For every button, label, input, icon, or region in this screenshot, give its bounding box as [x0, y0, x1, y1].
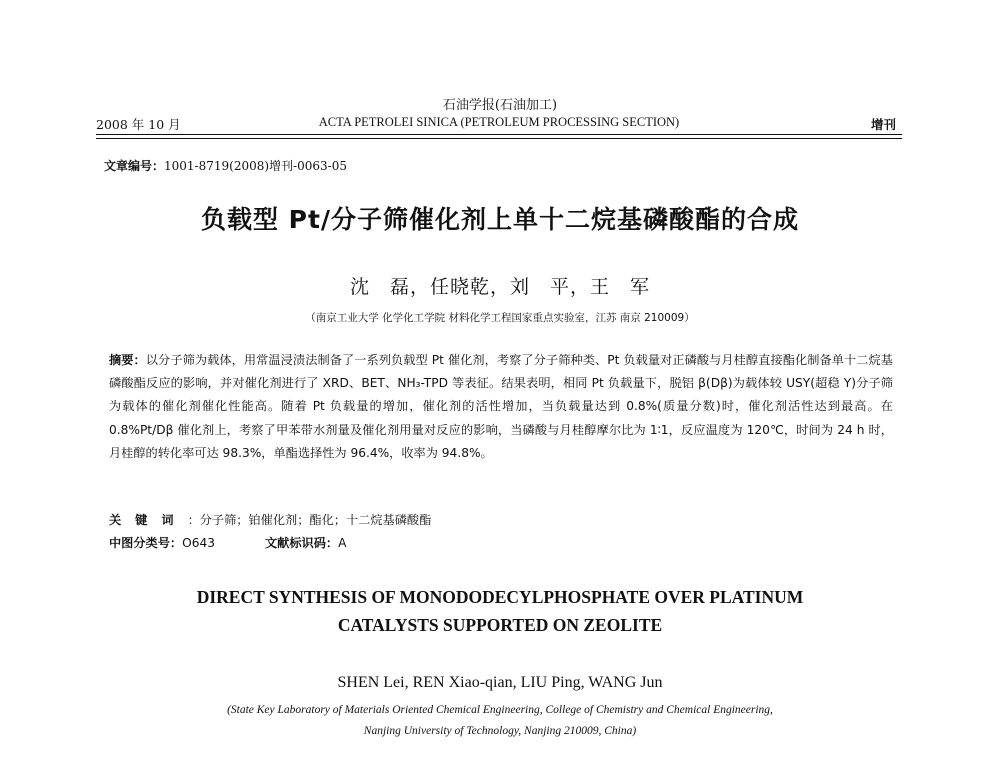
header-rule-thick — [96, 134, 902, 135]
title-en-line-1: DIRECT SYNTHESIS OF MONODODECYLPHOSPHATE OVER PLATINUM — [196, 587, 804, 607]
classification-label: 中图分类号： — [109, 536, 183, 550]
document-code-label: 文献标识码： — [264, 536, 339, 550]
abstract — [109, 349, 893, 465]
title-en — [0, 583, 1000, 639]
authors-zh: 沈 磊，任晓乾，刘 平，王 军 — [349, 276, 650, 298]
running-header — [96, 115, 902, 133]
header-rule-thin — [96, 138, 902, 139]
document-code-value: A — [338, 536, 347, 550]
keywords — [109, 511, 431, 528]
abstract-label: 摘要： — [109, 353, 146, 367]
issue-type: 增刊 — [870, 117, 896, 132]
affiliation-en-line-1: (State Key Laboratory of Materials Oriented Chemical Engineering, College of Chemistry and Chemical Engineering, — [227, 704, 773, 716]
keywords-text: ：分子筛；铂催化剂；酯化；十二烷基磷酸酯 — [187, 513, 432, 527]
affiliation-en-line-2: Nanjing University of Technology, Nanjing 210009, China) — [363, 725, 637, 737]
journal-name-en: ACTA PETROLEI SINICA (PETROLEUM PROCESSING SECTION) — [318, 115, 680, 129]
authors-en: SHEN Lei, REN Xiao-qian, LIU Ping, WANG Jun — [337, 674, 663, 691]
abstract-text: 以分子筛为载体，用常温浸渍法制备了一系列负载型 Pt 催化剂，考察了分子筛种类、Pt 负载量对正磷酸与月桂醇直接酯化制备单十二烷基磷酸酯反应的影响，并对催化剂进行了 XRD、BET、NH₃-TPD 等表征。结果表明，相同 Pt 负载量下，脱铝 β(Dβ)为载体较 USY(超稳 Y)分子筛为载体的催化剂催化性能高。随着 Pt 负载量的增加，催化剂的活性增加，当负载量达到 0.8%(质量分数)时，催化剂活性达到最高。在 0.8%Pt/Dβ 催化剂上，考察了甲苯带水剂量及催化剂用量对反应的影响，当磷酸与月桂醇摩尔比为 1∶1，反应温度为 120℃，时间为 24 h 时，月桂醇的转化率可达 98.3%，单酯选择性为 96.4%，收率为 94.8%。 — [109, 353, 893, 460]
article-number-label: 文章编号： — [104, 159, 165, 173]
keywords-label: 关键词 — [109, 513, 188, 527]
classification-value: O643 — [182, 536, 215, 550]
issue-date: 2008 年 10 月 — [96, 117, 181, 132]
article-number — [104, 157, 347, 174]
title-zh: 负载型 Pt/分子筛催化剂上单十二烷基磷酸酯的合成 — [200, 205, 800, 234]
affiliation-en — [0, 700, 1000, 742]
affiliation-zh: （南京工业大学 化学化工学院 材料化学工程国家重点实验室，江苏 南京 210009） — [305, 312, 695, 324]
classification — [109, 534, 346, 551]
article-number-value: 1001-8719(2008)增刊-0063-05 — [164, 159, 347, 173]
title-en-line-2: CATALYSTS SUPPORTED ON ZEOLITE — [337, 615, 663, 635]
journal-name-zh: 石油学报(石油加工) — [442, 98, 558, 113]
